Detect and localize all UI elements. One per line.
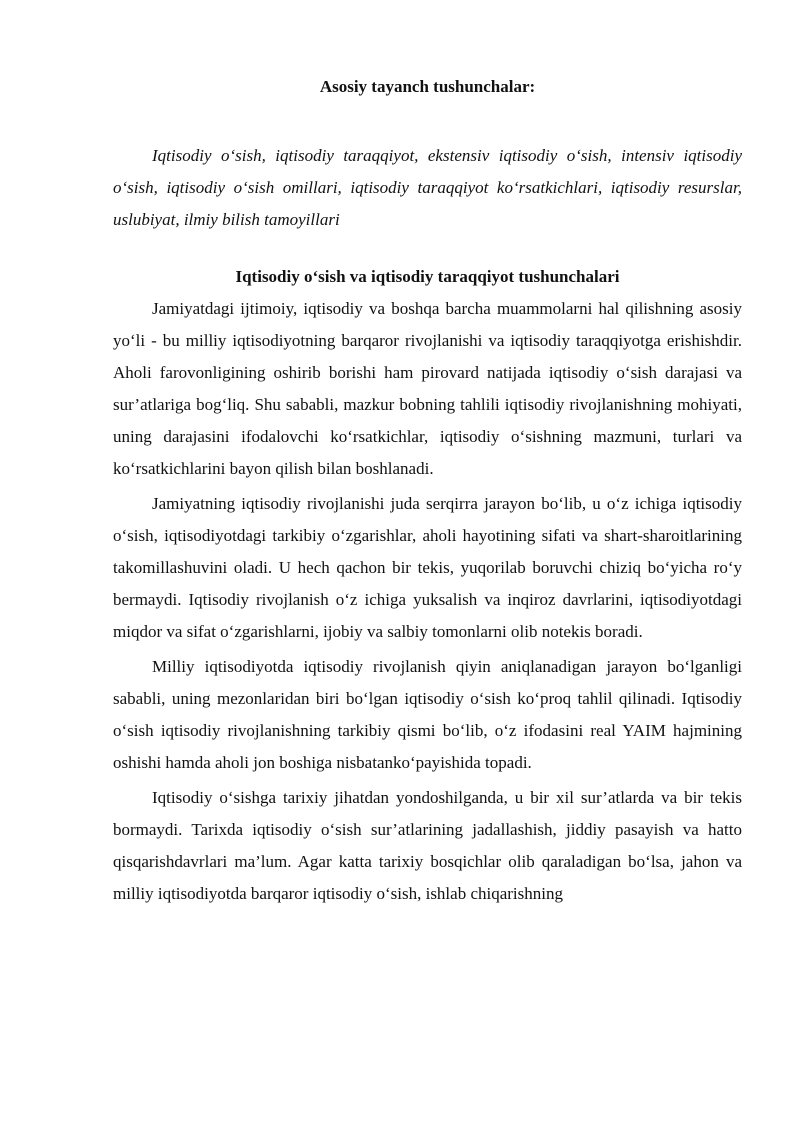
paragraph-1: Jamiyatdagi ijtimoiy, iqtisodiy va boshqa barcha muammolarni hal qilishning asosiy yo‘li - bu milliy iqtisodiyotning barqaror rivojlanishi va iqtisodiy taraqqiyotga erishishdir. Aholi farovonligining oshirib borishi ham pirovard natijada iqtisodiy o‘sish darajasi va sur’atlariga bog‘liq. Shu sababli, mazkur bobning tahlili iqtisodiy rivojlanishning mohiyati, uning darajasini ifodalovchi ko‘rsatkichlar, iqtisodiy o‘sishning mazmuni, turlari va ko‘rsatkichlarini bayon qilish bilan boshlanadi. bbox=[113, 299, 742, 478]
paragraph-3: Milliy iqtisodiyotda iqtisodiy rivojlanish qiyin aniqlanadigan jarayon bo‘lganligi sababli, uning mezonlaridan biri bo‘lgan iqtisodiy o‘sish ko‘proq tahlil qilinadi. Iqtisodiy o‘sish iqtisodiy rivojlanishning tarkibiy qismi bo‘lib, o‘z ifodasini real YAIM hajmining oshishi hamda aholi jon boshiga nisbatanko‘payishida topadi. bbox=[113, 657, 742, 772]
page-heading: Asosiy tayanch tushunchalar: bbox=[319, 77, 536, 96]
section-title: Iqtisodiy o‘sish va iqtisodiy taraqqiyot tushunchalari bbox=[235, 267, 620, 286]
paragraph-2: Jamiyatning iqtisodiy rivojlanishi juda serqirra jarayon bo‘lib, u o‘z ichiga iqtisodiy o‘sish, iqtisodiyotdagi tarkibiy o‘zgarishlar, aholi hayotining sifati va shart-sharoitlarining takomillashuvini oladi. U hech qachon bir tekis, yuqorilab boruvchi chiziq bo‘yicha ro‘y bermaydi. Iqtisodiy rivojlanish o‘z ichiga yuksalish va inqiroz davrlarini, iqtisodiyotdagi miqdor va sifat o‘zgarishlarni, ijobiy va salbiy tomonlarni olib notekis boradi. bbox=[113, 494, 742, 641]
keywords-list: Iqtisodiy o‘sish, iqtisodiy taraqqiyot, ekstensiv iqtisodiy o‘sish, intensiv iqtisodiy o‘sish, iqtisodiy o‘sish omillari, iqtisodiy taraqqiyot ko‘rsatkichlari, iqtisodiy resurslar, uslubiyat, ilmiy bilish tamoyillari bbox=[113, 146, 742, 229]
paragraph-4: Iqtisodiy o‘sishga tarixiy jihatdan yondoshilganda, u bir xil sur’atlarda va bir tekis bormaydi. Tarixda iqtisodiy o‘sish sur’atlarining jadallashish, jiddiy pasayish va hatto qisqarishdavrlari ma’lum. Agar katta tarixiy bosqichlar olib qaraladigan bo‘lsa, jahon va milliy iqtisodiyotda barqaror iqtisodiy o‘sish, ishlab chiqarishning bbox=[113, 788, 742, 903]
document-page bbox=[113, 74, 742, 910]
